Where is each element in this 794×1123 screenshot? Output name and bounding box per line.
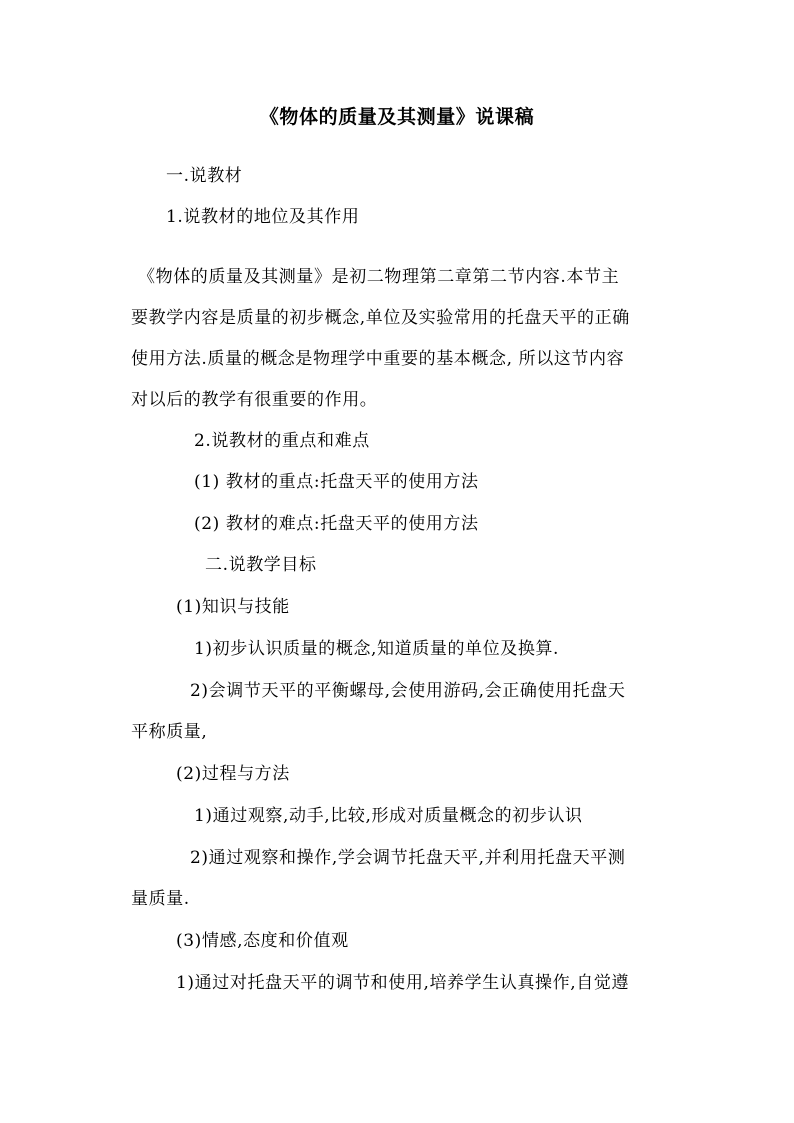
- section-heading-2: 二.说教学目标: [205, 555, 317, 575]
- goal-heading-3: (3)情感,态度和价值观: [176, 931, 349, 951]
- goal-item: 1)初步认识质量的概念,知道质量的单位及换算.: [194, 639, 560, 659]
- paragraph-line: 对以后的教学有很重要的作用。: [131, 390, 378, 410]
- goal-item-continuation: 平称质量,: [131, 722, 208, 742]
- section-heading-1: 一.说教材: [166, 166, 243, 186]
- paragraph-line: 使用方法.质量的概念是物理学中重要的基本概念, 所以这节内容: [131, 349, 625, 369]
- goal-item-continuation: 量质量.: [131, 889, 190, 909]
- goal-item: 1)通过观察,动手,比较,形成对质量概念的初步认识: [194, 806, 583, 826]
- paragraph-line: 《物体的质量及其测量》是初二物理第二章第二节内容.本节主: [138, 267, 620, 287]
- goal-heading-2: (2)过程与方法: [176, 764, 290, 784]
- goal-item: 2)会调节天平的平衡螺母,会使用游码,会正确使用托盘天: [190, 681, 626, 701]
- document-title: 《物体的质量及其测量》说课稿: [259, 106, 535, 128]
- list-item: (1) 教材的重点:托盘天平的使用方法: [194, 472, 479, 492]
- subheading-1-1: 1.说教材的地位及其作用: [166, 207, 360, 227]
- goal-item: 2)通过观察和操作,学会调节托盘天平,并利用托盘天平测: [190, 848, 626, 868]
- goal-heading-1: (1)知识与技能: [176, 597, 290, 617]
- goal-item: 1)通过对托盘天平的调节和使用,培养学生认真操作,自觉遵: [176, 973, 630, 993]
- list-item: (2) 教材的难点:托盘天平的使用方法: [194, 514, 479, 534]
- subheading-1-2: 2.说教材的重点和难点: [194, 431, 370, 451]
- paragraph-line: 要教学内容是质量的初步概念,单位及实验常用的托盘天平的正确: [131, 308, 630, 328]
